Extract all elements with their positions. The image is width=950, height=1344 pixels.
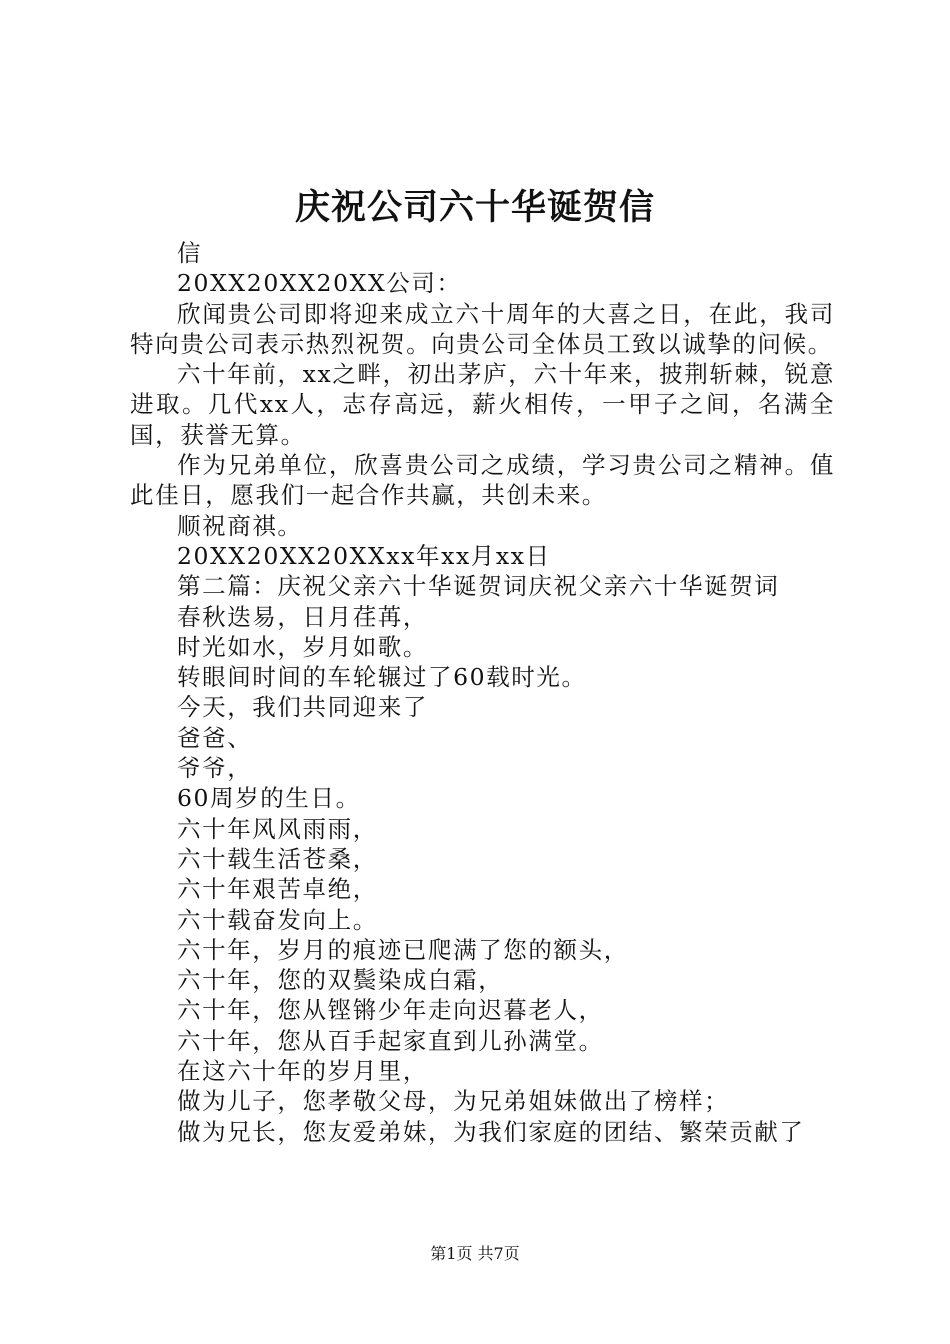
paragraph: 六十载生活苍桑， <box>177 844 378 873</box>
paragraph: 六十年，您从铿锵少年走向迟暮老人， <box>177 996 604 1025</box>
paragraph: 信 <box>177 239 203 267</box>
paragraph: 六十年，您的双鬓染成白霜， <box>177 966 504 995</box>
paragraph: 欣闻贵公司即将迎来成立六十周年的大喜之日，在此，我司特向贵公司表示热烈祝贺。向贵公司全体员工致以诚挚的问候。 <box>130 299 835 358</box>
page-footer: 第1页 共7页 <box>430 1244 520 1263</box>
paragraph: 做为儿子，您孝敬父母，为兄弟姐妹做出了榜样； <box>177 1087 730 1116</box>
paragraph: 今天，我们共同迎来了 <box>177 693 428 722</box>
paragraph: 春秋迭易，日月荏苒， <box>177 602 428 631</box>
paragraph: 顺祝商祺。 <box>177 511 303 540</box>
paragraph: 六十年，岁月的痕迹已爬满了您的额头， <box>177 935 629 964</box>
document-title: 庆祝公司六十华诞贺信 <box>294 187 655 228</box>
document-body <box>130 238 835 1147</box>
paragraph: 20XX20XX20XXxx年xx月xx日 <box>177 541 551 570</box>
paragraph: 作为兄弟单位，欣喜贵公司之成绩，学习贵公司之精神。值此佳日，愿我们一起合作共赢，共创未来。 <box>130 451 835 510</box>
paragraph: 20XX20XX20XX公司： <box>177 269 462 298</box>
paragraph: 爷爷， <box>177 754 253 783</box>
paragraph: 在这六十年的岁月里， <box>177 1057 428 1086</box>
paragraph: 第二篇：庆祝父亲六十华诞贺词庆祝父亲六十华诞贺词 <box>177 572 780 601</box>
paragraph: 时光如水，岁月如歌。 <box>177 632 428 661</box>
paragraph: 爸爸、 <box>177 723 253 752</box>
paragraph: 六十年艰苦卓绝， <box>177 875 378 904</box>
paragraph: 六十载奋发向上。 <box>177 905 378 934</box>
paragraph: 六十年风风雨雨， <box>177 814 378 843</box>
paragraph: 60周岁的生日。 <box>177 784 361 813</box>
paragraph: 转眼间时间的车轮辗过了60载时光。 <box>177 663 587 692</box>
paragraph: 做为兄长，您友爱弟妹，为我们家庭的团结、繁荣贡献了 <box>177 1117 805 1146</box>
paragraph: 六十年前，xx之畔，初出茅庐，六十年来，披荆斩棘，锐意进取。几代xx人，志存高远，薪火相传，一甲子之间，名满全国，获誉无算。 <box>130 360 835 449</box>
paragraph: 六十年，您从百手起家直到儿孙满堂。 <box>177 1026 604 1055</box>
